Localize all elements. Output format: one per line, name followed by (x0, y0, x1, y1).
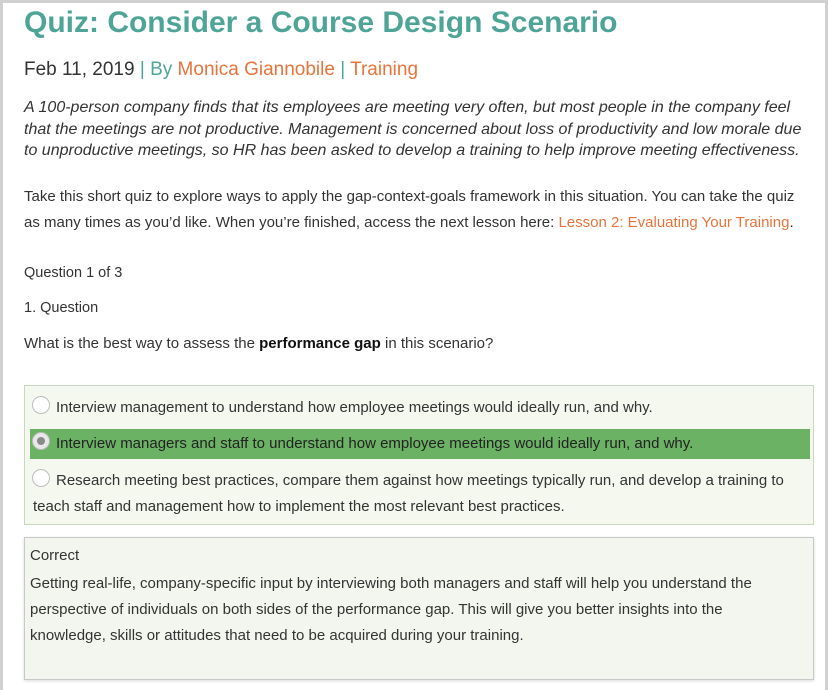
radio-button-2-selected[interactable] (32, 432, 50, 450)
question-progress: Question 1 of 3 (24, 265, 123, 281)
page-title: Quiz: Consider a Course Design Scenario (24, 6, 618, 39)
frame-left-border (0, 0, 3, 690)
answer-option-1[interactable] (30, 393, 810, 423)
meta-separator-2: | (340, 59, 346, 80)
post-meta (24, 59, 418, 81)
question-text-bold: performance gap (259, 335, 381, 352)
answer-option-3[interactable] (30, 466, 810, 520)
question-text (24, 335, 493, 352)
answer-text-3: Research meeting best practices, compare them against how meetings typically run, and develop a training to teach staff and management how to implement the most relevant best practices. (33, 472, 784, 515)
category-link[interactable]: Training (350, 59, 419, 80)
answer-text-1: Interview management to understand how employee meetings would ideally run, and why. (56, 399, 653, 416)
feedback-title: Correct (30, 547, 80, 564)
instructions-body: Take this short quiz to explore ways to apply the gap-context-goals framework in this situation. You can take the quiz as many times as you’d like. When you’re finished, access the next lesson here: (24, 188, 795, 231)
feedback-text: Getting real-life, company-specific input by interviewing both managers and staff will help you understand the perspective of individuals on both sides of the performance gap. This will give you better insights into the knowledge, skills or attitudes that need to be acquired during your training. (30, 575, 752, 644)
author-link[interactable]: Monica Giannobile (177, 59, 335, 80)
question-label: 1. Question (24, 300, 99, 316)
by-prefix: By (150, 59, 173, 80)
meta-separator: | (139, 59, 145, 80)
question-text-after: in this scenario? (380, 335, 494, 352)
radio-button-1[interactable] (32, 396, 50, 414)
answer-feedback (24, 537, 814, 680)
post-date: Feb 11, 2019 (24, 59, 135, 80)
answer-list (24, 385, 814, 525)
answer-option-2-selected[interactable] (30, 429, 810, 459)
next-lesson-link[interactable]: Lesson 2: Evaluating Your Training (558, 213, 790, 231)
question-text-before: What is the best way to assess the (24, 335, 260, 352)
frame-top-border (0, 0, 828, 3)
answer-text-2: Interview managers and staff to understand how employee meetings would ideally run, and why. (56, 435, 694, 452)
instructions-text (24, 184, 814, 235)
instructions-period: . (789, 213, 794, 231)
radio-button-3[interactable] (32, 469, 50, 487)
scenario-text: A 100-person company finds that its employees are meeting very often, but most people in the company feel that the meetings are not productive. Management is concerned about loss of productivity and low morale due to unproductive meetings, so HR has been asked to develop a training to help improve meeting effectiveness. (24, 99, 802, 159)
